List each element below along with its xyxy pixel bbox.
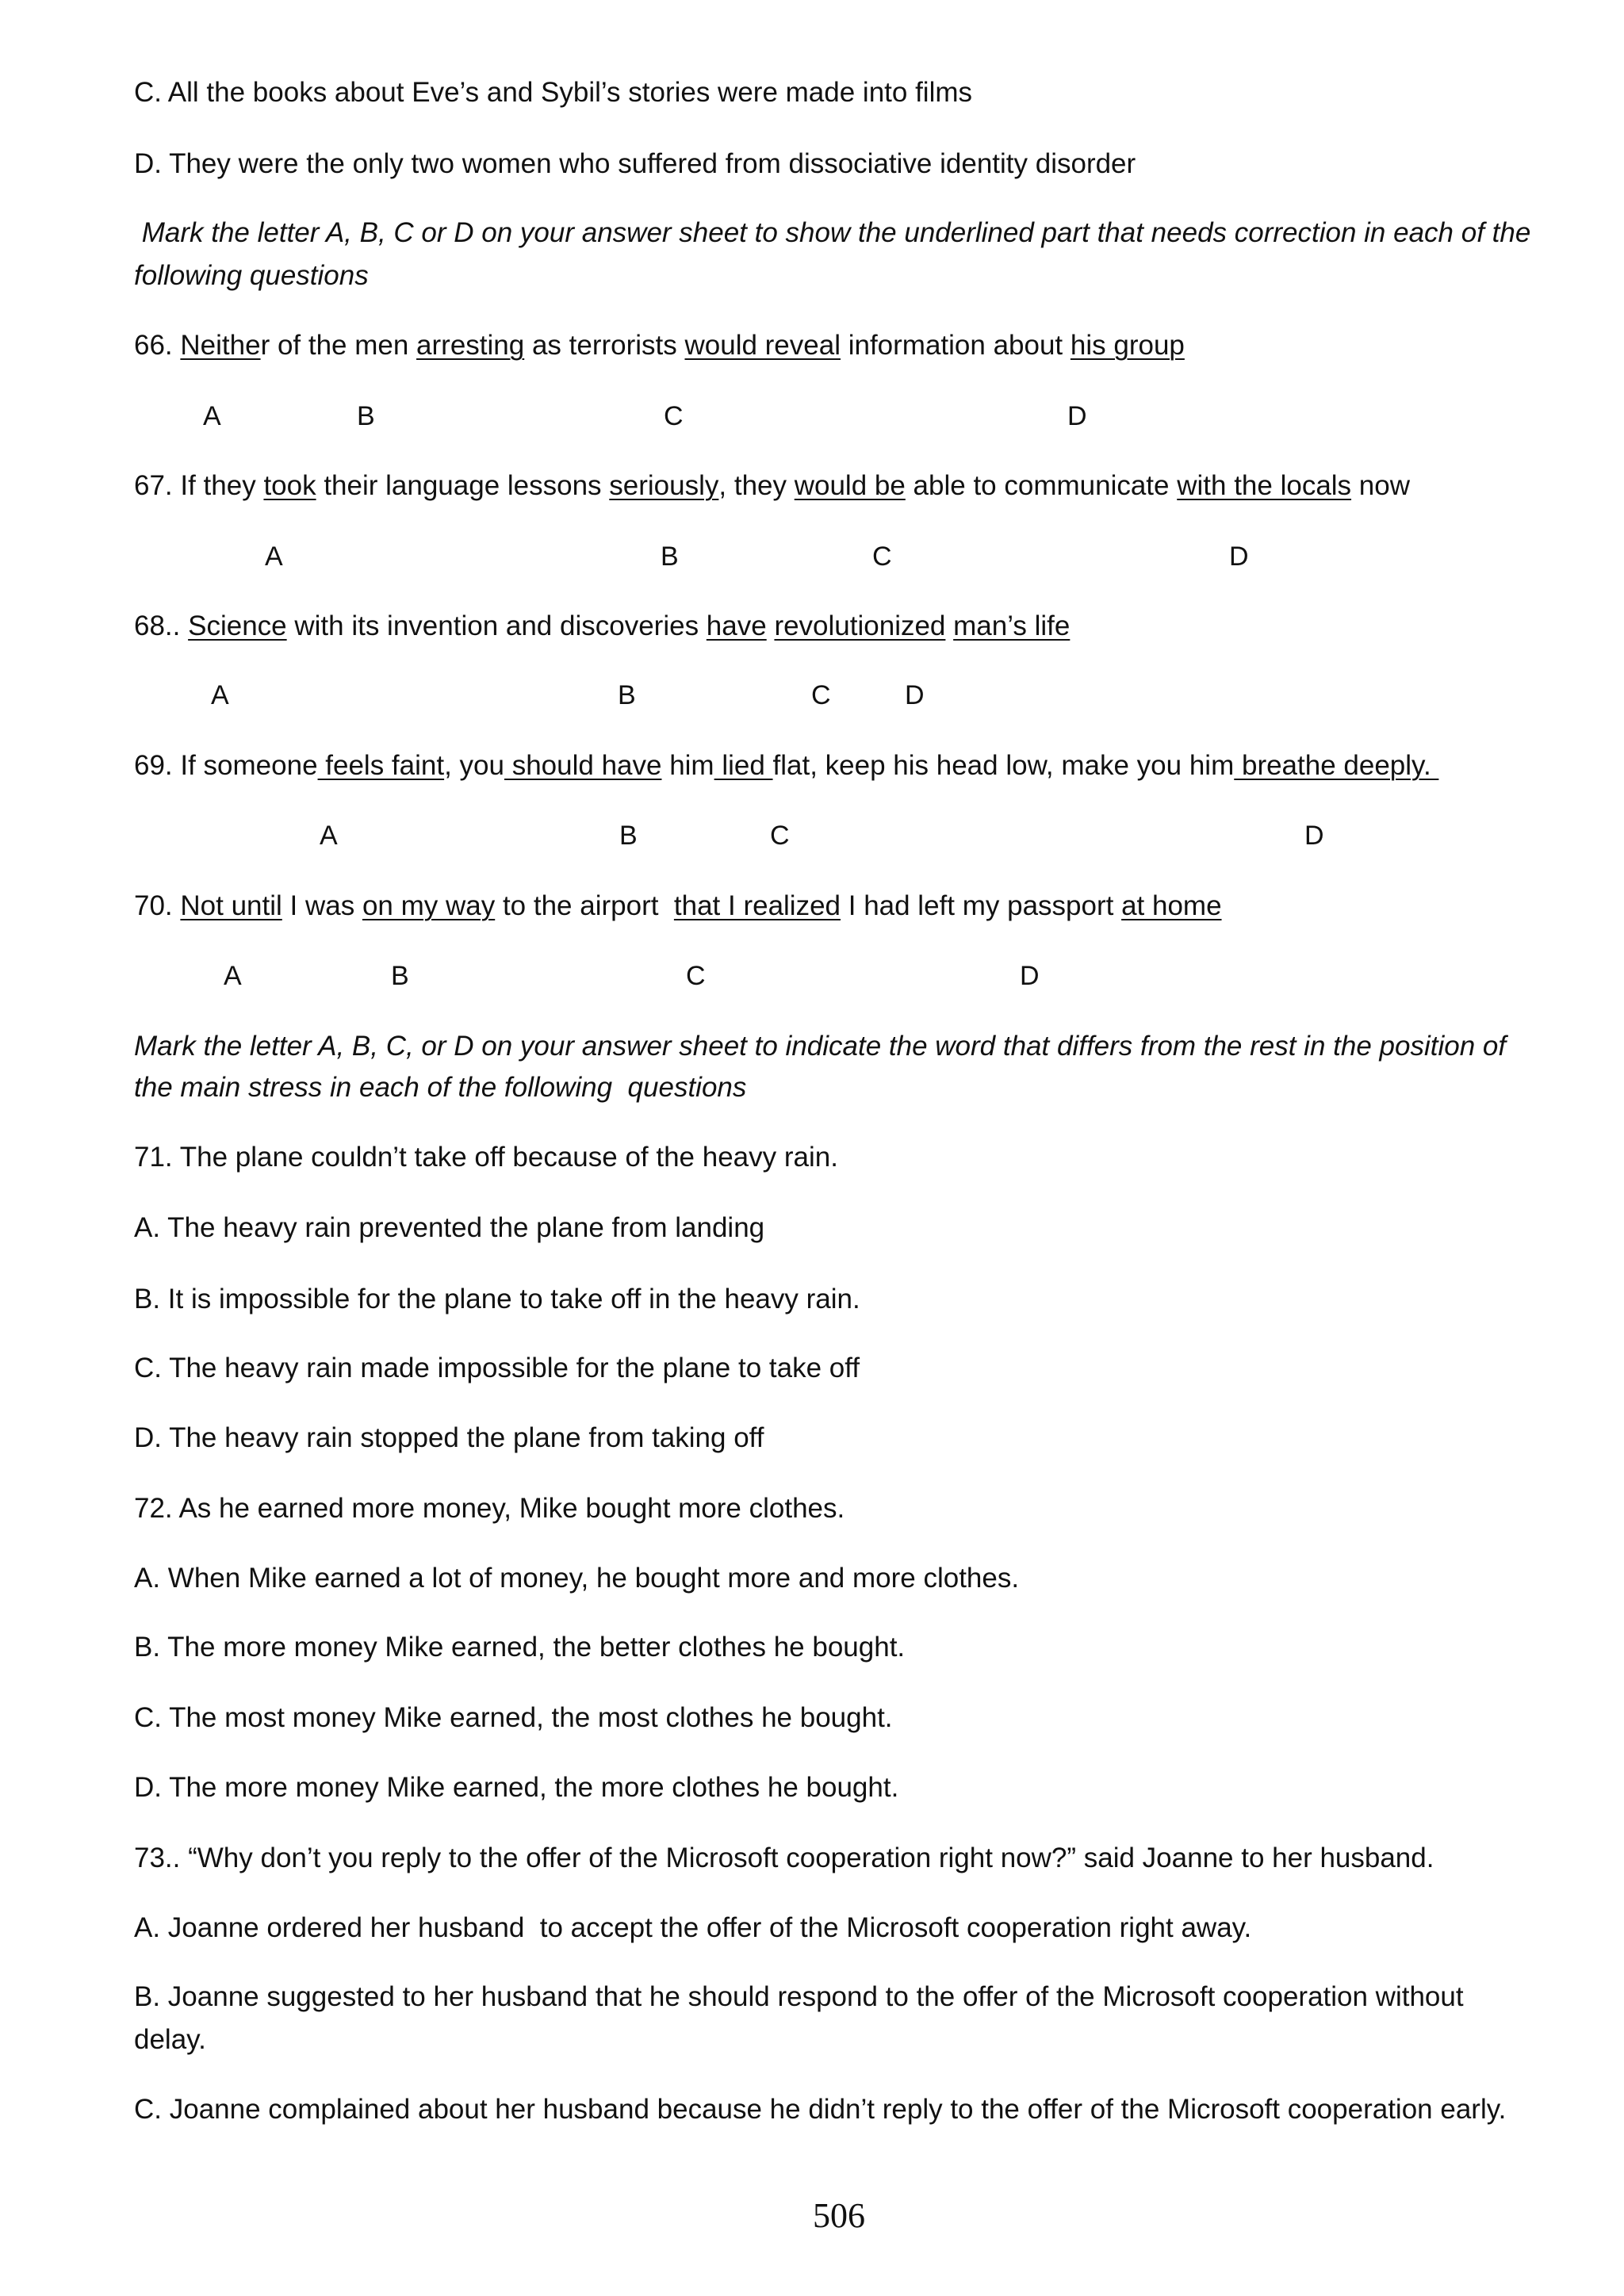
underlined-part-d: man’s life	[953, 610, 1071, 641]
question-73-option-b-line-2: delay.	[134, 2024, 206, 2055]
previous-question-option-d: D. They were the only two women who suffered from dissociative identity disorder	[134, 148, 1136, 179]
marker-a: A	[211, 680, 229, 710]
marker-d: D	[1229, 541, 1249, 572]
marker-b: B	[391, 961, 409, 991]
question-72-option-d: D. The more money Mike earned, the more clothes he bought.	[134, 1772, 899, 1803]
marker-d: D	[1304, 821, 1324, 851]
question-text: flat, keep his head low, make you him	[772, 750, 1235, 781]
marker-a: A	[265, 541, 283, 572]
marker-b: B	[357, 401, 375, 431]
underlined-part-c: lied	[714, 750, 773, 781]
underlined-part-d: with the locals	[1177, 470, 1352, 501]
marker-a: A	[224, 961, 242, 991]
underlined-part-d: his group	[1070, 330, 1185, 361]
question-67	[134, 469, 1410, 503]
question-73-option-c: C. Joanne complained about her husband because he didn’t reply to the offer of the Microsoft cooperation early.	[134, 2094, 1507, 2125]
marker-d: D	[1067, 401, 1087, 431]
marker-a: A	[203, 401, 221, 431]
question-text: able to communicate	[905, 470, 1178, 501]
question-text: now	[1351, 470, 1410, 501]
question-text: r of the men	[260, 330, 417, 361]
question-text: information about	[840, 330, 1071, 361]
question-text	[945, 610, 953, 641]
underlined-part-a: Not until	[180, 890, 282, 921]
underlined-part-b: on my way	[362, 890, 496, 921]
marker-c: C	[770, 821, 790, 851]
question-text: 68..	[134, 610, 189, 641]
answer-markers-70	[0, 959, 1624, 993]
stress-instructions-line-2: the main stress in each of the following questions	[134, 1072, 747, 1103]
marker-b: B	[618, 680, 636, 710]
marker-d: D	[1020, 961, 1040, 991]
underlined-part-d: at home	[1121, 890, 1222, 921]
underlined-part-b: arresting	[416, 330, 525, 361]
question-text: 70.	[134, 890, 181, 921]
question-73-option-b-line-1: B. Joanne suggested to her husband that he should respond to the offer of the Microsoft cooperation without	[134, 1981, 1464, 2012]
question-71-option-c: C. The heavy rain made impossible for the plane to take off	[134, 1353, 860, 1383]
question-73-stem: 73.. “Why don’t you reply to the offer of the Microsoft cooperation right now?” said Joanne to her husband.	[134, 1843, 1434, 1873]
question-text: I was	[282, 890, 362, 921]
question-71-option-b: B. It is impossible for the plane to take off in the heavy rain.	[134, 1284, 860, 1314]
question-text: him	[661, 750, 714, 781]
underlined-part-a: Science	[188, 610, 287, 641]
underlined-part-a: Neithe	[180, 330, 261, 361]
error-instructions-line-2: following questions	[134, 260, 369, 291]
question-text: as terrorists	[524, 330, 685, 361]
question-text: 66.	[134, 330, 181, 361]
question-text	[767, 610, 775, 641]
question-73-option-a: A. Joanne ordered her husband to accept the offer of the Microsoft cooperation right away.	[134, 1912, 1252, 1943]
stress-instructions-line-1: Mark the letter A, B, C, or D on your answer sheet to indicate the word that differs from the rest in the position of	[134, 1031, 1507, 1062]
underlined-part-c: would reveal	[684, 330, 841, 361]
question-72-option-c: C. The most money Mike earned, the most clothes he bought.	[134, 1702, 893, 1733]
question-70	[134, 889, 1222, 924]
question-68	[134, 609, 1070, 644]
underlined-part-a: feels faint	[317, 750, 445, 781]
error-instructions-line-1: Mark the letter A, B, C or D on your answer sheet to show the underlined part that needs correction in each of the	[134, 217, 1531, 248]
underlined-part-c: revolutionized	[774, 610, 946, 641]
marker-c: C	[811, 680, 831, 710]
answer-markers-68	[0, 678, 1624, 713]
question-71-stem: 71. The plane couldn’t take off because of the heavy rain.	[134, 1142, 838, 1173]
underlined-part-c: would be	[794, 470, 906, 501]
underlined-part-a: took	[263, 470, 316, 501]
question-text: , you	[444, 750, 504, 781]
question-72-option-b: B. The more money Mike earned, the better clothes he bought.	[134, 1632, 906, 1663]
question-71-option-d: D. The heavy rain stopped the plane from taking off	[134, 1422, 764, 1453]
marker-c: C	[664, 401, 684, 431]
question-text: to the airport	[495, 890, 674, 921]
underlined-part-b: seriously	[609, 470, 719, 501]
page-number: 506	[813, 2196, 865, 2235]
answer-markers-69	[0, 818, 1624, 853]
question-text: with its invention and discoveries	[286, 610, 707, 641]
marker-b: B	[661, 541, 679, 572]
marker-c: C	[686, 961, 706, 991]
previous-question-option-c: C. All the books about Eve’s and Sybil’s stories were made into films	[134, 77, 973, 108]
underlined-part-b: should have	[504, 750, 662, 781]
marker-c: C	[872, 541, 892, 572]
underlined-part-d: breathe deeply.	[1234, 750, 1439, 781]
marker-a: A	[320, 821, 338, 851]
answer-markers-67	[0, 539, 1624, 574]
answer-markers-66	[0, 399, 1624, 434]
question-text: 69. If someone	[134, 750, 318, 781]
marker-d: D	[905, 680, 925, 710]
question-72-stem: 72. As he earned more money, Mike bought more clothes.	[134, 1493, 845, 1524]
question-71-option-a: A. The heavy rain prevented the plane from landing	[134, 1212, 765, 1243]
question-text: , they	[718, 470, 795, 501]
underlined-part-c: that I realized	[673, 890, 841, 921]
underlined-part-b: have	[706, 610, 767, 641]
question-text: 67. If they	[134, 470, 264, 501]
question-66	[134, 328, 1185, 363]
question-text: I had left my passport	[841, 890, 1122, 921]
question-72-option-a: A. When Mike earned a lot of money, he bought more and more clothes.	[134, 1563, 1020, 1594]
question-69	[134, 748, 1438, 783]
question-text: their language lessons	[316, 470, 610, 501]
marker-b: B	[619, 821, 638, 851]
